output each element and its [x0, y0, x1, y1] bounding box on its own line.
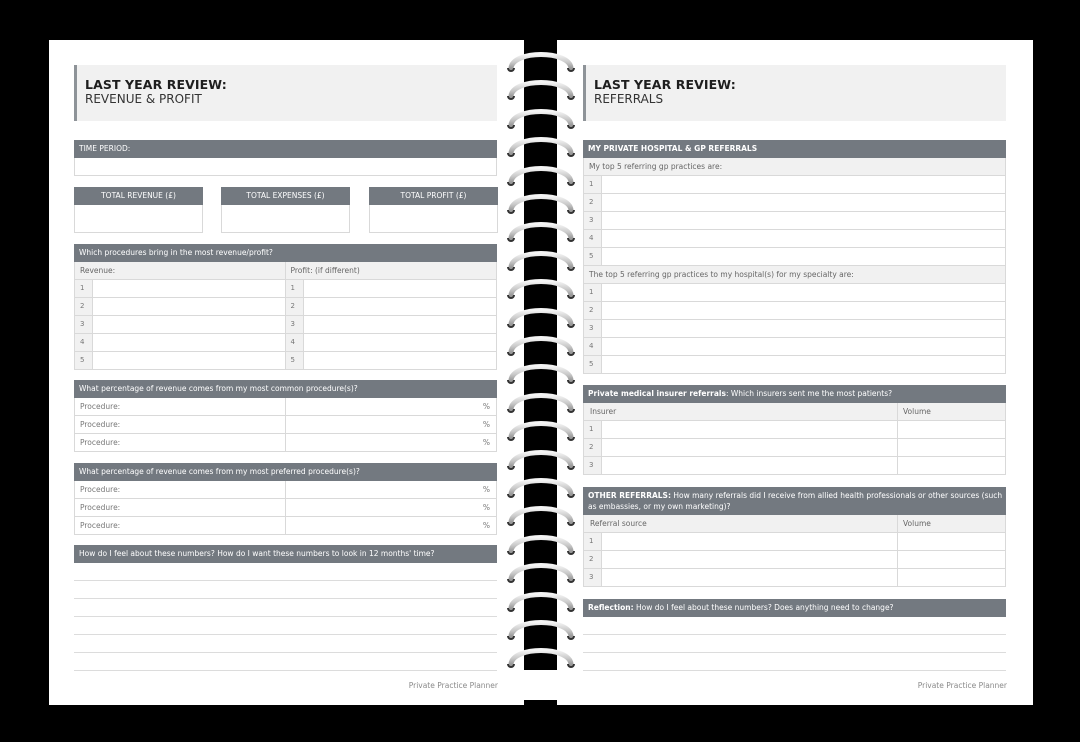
gp-practice-row[interactable]: 3 — [583, 212, 1006, 230]
spiral-ring-icon — [505, 158, 577, 188]
procedure-row[interactable]: Procedure: % — [74, 398, 497, 416]
gp-practice-row[interactable]: 2 — [583, 194, 1006, 212]
writing-line[interactable] — [74, 635, 497, 653]
other-referrals-column-headers: Referral source Volume — [583, 515, 1006, 533]
common-procedure-percentage-section — [74, 380, 497, 452]
referral-source-row[interactable]: 3 — [583, 569, 1006, 587]
left-page — [49, 40, 524, 705]
hospital-gp-row[interactable]: 2 — [583, 302, 1006, 320]
insurer-row[interactable]: 1 — [583, 421, 1006, 439]
title-bold: LAST YEAR REVIEW: — [85, 77, 227, 92]
feelings-section — [74, 545, 497, 671]
writing-line[interactable] — [74, 653, 497, 671]
procedure-row[interactable]: Procedure: % — [74, 499, 497, 517]
insurer-referrals-section — [583, 385, 1006, 475]
spiral-ring-icon — [505, 243, 577, 273]
other-referrals-section — [583, 487, 1006, 587]
total-expenses-field[interactable] — [221, 205, 350, 233]
revenue-row[interactable]: 4 — [74, 334, 286, 352]
total-revenue-field[interactable] — [74, 205, 203, 233]
title-bold: LAST YEAR REVIEW: — [594, 77, 736, 92]
spiral-ring-icon — [505, 612, 577, 642]
spiral-ring-icon — [505, 470, 577, 500]
spiral-ring-icon — [505, 498, 577, 528]
referral-source-row[interactable]: 2 — [583, 551, 1006, 569]
writing-line[interactable] — [74, 617, 497, 635]
insurer-column-headers: Insurer Volume — [583, 403, 1006, 421]
gp-practice-row[interactable]: 4 — [583, 230, 1006, 248]
gp-practice-row[interactable]: 5 — [583, 248, 1006, 266]
spiral-ring-icon — [505, 356, 577, 386]
total-revenue-box — [74, 187, 203, 233]
revenue-label: Revenue: — [74, 262, 286, 280]
spiral-ring-icon — [505, 44, 577, 74]
spine-tab — [524, 670, 557, 700]
time-period-field[interactable] — [74, 158, 497, 176]
footer-brand: Private Practice Planner — [408, 681, 498, 690]
profit-row[interactable]: 4 — [286, 334, 498, 352]
writing-line[interactable] — [74, 581, 497, 599]
profit-row[interactable]: 1 — [286, 280, 498, 298]
procedure-row[interactable]: Procedure: % — [74, 481, 497, 499]
hospital-gp-referrals-section — [583, 140, 1006, 374]
spiral-ring-icon — [505, 72, 577, 102]
total-profit-label: TOTAL PROFIT (£) — [369, 187, 498, 205]
hospital-gp-header: MY PRIVATE HOSPITAL & GP REFERRALS — [583, 140, 1006, 158]
profit-row[interactable]: 2 — [286, 298, 498, 316]
spiral-ring-icon — [505, 442, 577, 472]
spiral-ring-icon — [505, 300, 577, 330]
revenue-column — [74, 262, 286, 370]
spiral-ring-icon — [505, 214, 577, 244]
spiral-ring-icon — [505, 328, 577, 358]
reflection-header: Reflection: How do I feel about these numbers? Does anything need to change? — [583, 599, 1006, 617]
writing-line[interactable] — [583, 617, 1006, 635]
procedure-row[interactable]: Procedure: % — [74, 416, 497, 434]
reflection-section — [583, 599, 1006, 671]
writing-line[interactable] — [74, 563, 497, 581]
profit-row[interactable]: 3 — [286, 316, 498, 334]
insurer-row[interactable]: 3 — [583, 457, 1006, 475]
time-period-section — [74, 140, 497, 176]
total-expenses-box — [221, 187, 350, 233]
spiral-ring-icon — [505, 271, 577, 301]
spiral-ring-icon — [505, 527, 577, 557]
title-subtitle: REFERRALS — [594, 92, 664, 106]
profit-row[interactable]: 5 — [286, 352, 498, 370]
hospital-gp-row[interactable]: 1 — [583, 284, 1006, 302]
gp-practice-row[interactable]: 1 — [583, 176, 1006, 194]
common-procedure-header: What percentage of revenue comes from my most common procedure(s)? — [74, 380, 497, 398]
spiral-ring-icon — [505, 186, 577, 216]
procedures-header: Which procedures bring in the most revenue/profit? — [74, 244, 497, 262]
revenue-row[interactable]: 1 — [74, 280, 286, 298]
revenue-row[interactable]: 3 — [74, 316, 286, 334]
profit-column — [286, 262, 498, 370]
total-profit-box — [369, 187, 498, 233]
page-title-revenue-profit — [74, 65, 497, 121]
hospital-gp-row[interactable]: 5 — [583, 356, 1006, 374]
preferred-procedure-percentage-section — [74, 463, 497, 535]
other-referrals-header: OTHER REFERRALS: How many referrals did I receive from allied health professionals or other sources (such as embassies, or my own marketing)? — [583, 487, 1006, 515]
spiral-ring-icon — [505, 129, 577, 159]
hospital-gp-row[interactable]: 4 — [583, 338, 1006, 356]
title-subtitle: REVENUE & PROFIT — [85, 92, 202, 106]
writing-line[interactable] — [74, 599, 497, 617]
hospital-gp-row[interactable]: 3 — [583, 320, 1006, 338]
insurer-header: Private medical insurer referrals: Which insurers sent me the most patients? — [583, 385, 1006, 403]
spiral-ring-icon — [505, 413, 577, 443]
total-revenue-label: TOTAL REVENUE (£) — [74, 187, 203, 205]
revenue-row[interactable]: 2 — [74, 298, 286, 316]
spiral-ring-icon — [505, 640, 577, 670]
revenue-row[interactable]: 5 — [74, 352, 286, 370]
feelings-header: How do I feel about these numbers? How do I want these numbers to look in 12 months' time? — [74, 545, 497, 563]
time-period-label: TIME PERIOD: — [74, 140, 497, 158]
hospital-gp-practices-label: The top 5 referring gp practices to my hospital(s) for my specialty are: — [583, 266, 1006, 284]
spiral-ring-icon — [505, 584, 577, 614]
writing-line[interactable] — [583, 635, 1006, 653]
procedure-row[interactable]: Procedure: % — [74, 434, 497, 452]
preferred-procedure-header: What percentage of revenue comes from my most preferred procedure(s)? — [74, 463, 497, 481]
footer-brand: Private Practice Planner — [917, 681, 1007, 690]
page-title-referrals — [583, 65, 1006, 121]
right-page — [557, 40, 1033, 705]
spiral-ring-icon — [505, 101, 577, 131]
insurer-row[interactable]: 2 — [583, 439, 1006, 457]
total-expenses-label: TOTAL EXPENSES (£) — [221, 187, 350, 205]
total-profit-field[interactable] — [369, 205, 498, 233]
top-gp-practices-label: My top 5 referring gp practices are: — [583, 158, 1006, 176]
procedure-row[interactable]: Procedure: % — [74, 517, 497, 535]
procedures-section — [74, 244, 497, 370]
referral-source-row[interactable]: 1 — [583, 533, 1006, 551]
writing-line[interactable] — [583, 653, 1006, 671]
spiral-ring-icon — [505, 385, 577, 415]
spiral-ring-icon — [505, 555, 577, 585]
profit-label: Profit: (if different) — [286, 262, 498, 280]
